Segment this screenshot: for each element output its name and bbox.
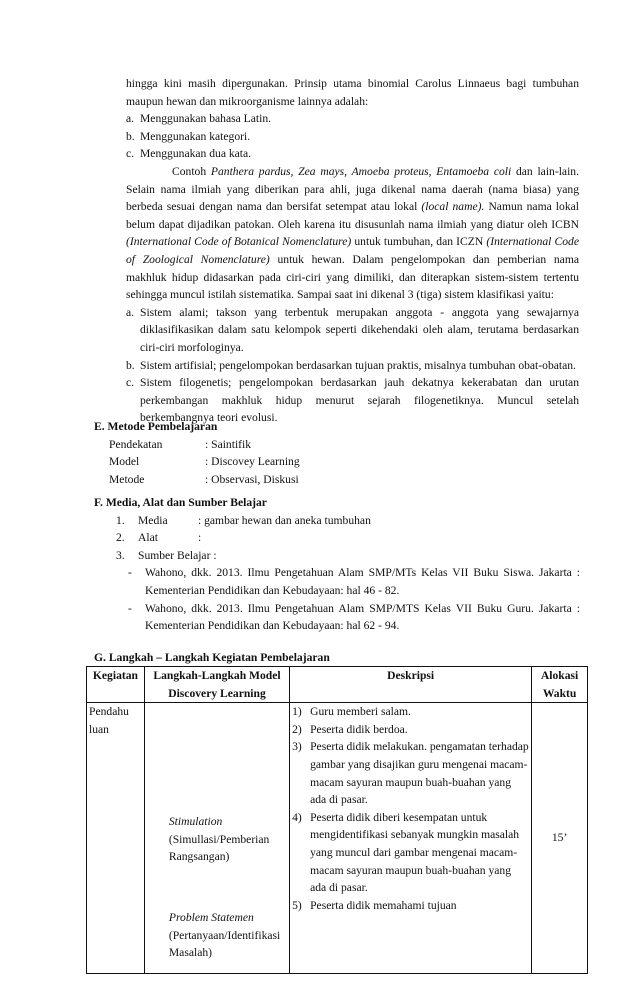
problem-statement-step: Problem Statemen (Pertanyaan/Identifikasi Masalah) [168,911,281,960]
binomial-principles-list [126,110,579,163]
table-row [87,703,588,974]
stimulation-step: Stimulation (Simullasi/Pemberian Rangsangan) [168,815,270,864]
header-deskripsi: Deskripsi [290,667,532,703]
reference-item: - Wahono, dkk. 2013. Ilmu Pengetahuan Alam SMP/MTS Kelas VII Buku Guru. Jakarta : Kementerian Pendidikan dan Kebudayaan: hal 62 - 94. [128,601,580,633]
header-kegiatan: Kegiatan [87,667,145,703]
list-item: 3) Peserta didik melakukan. pengamatan terhadap gambar yang disajikan guru mengenai macam-macam sayuran maupun buah-buahan yang ada di pasar. [292,740,529,807]
list-item: 2) Peserta didik berdoa. [292,722,408,736]
list-item: 2. Alat : [116,531,202,545]
list-item: c. Menggunakan dua kata. [126,147,252,161]
section-metode [94,418,594,488]
references-list [128,564,580,634]
list-item: b. Sistem artifisial; pengelompokan berdasarkan tujuan praktis, misalnya tumbuhan obat-obatan. [126,358,576,372]
kv-row: Pendekatan : Saintifik [109,437,252,451]
list-item: 5) Peserta didik memahami tujuan [292,898,457,912]
section-title: G. Langkah – Langkah Kegiatan Pembelajaran [94,651,330,664]
cell-kegiatan: Pendahu luan [87,703,145,974]
section-title: E. Metode Pembelajaran [94,420,218,433]
examples-paragraph: Contoh Panthera pardus, Zea mays, Amoeba proteus, Entamoeba coli dan lain-lain. Selain nama ilmiah yang diberikan para ahli, juga dikenal nama daerah (nama biasa) yang berbeda sesuai dengan nama dan bersifat setempat atau lokal (local name). Namun nama lokal belum dapat dijadikan patokan. Oleh karena itu disusunlah nama ilmiah yang diatur oleh ICBN (International Code of Botanical Nomenclature) untuk tumbuhan, dan ICZN (International Code of Zoological Nomenclature) untuk hewan. Dalam pengelompokan dan pemberian nama makhluk hidup didasarkan pada ciri-ciri yang dimiliki, dan diterapkan sistem-sistem tertentu sehingga muncul istilah sistematika. Sampai saat ini dikenal 3 (tiga) sistem klasifikasi yaitu: [126,164,580,302]
list-item: c. Sistem filogenetis; pengelompokan berdasarkan jauh dekatnya kekerabatan dan urutan perkembangan makhluk hidup menurut sejarah filogenetiknya. Muncul setelah berkembangnya teori evolusi. [126,376,579,425]
section-media [94,494,594,635]
header-langkah: Langkah-Langkah Model Discovery Learning [144,667,289,703]
classification-systems-list [126,304,579,427]
list-item: 4) Peserta didik diberi kesempatan untuk mengidentifikasi sebanyak mungkin masalah yang muncul dari gambar mengenai macam-macam sayuran maupun buah-buahan yang ada di pasar. [292,810,520,895]
reference-item: - Wahono, dkk. 2013. Ilmu Pengetahuan Alam SMP/MTs Kelas VII Buku Siswa. Jakarta : Kementerian Pendidikan dan Kebudayaan: hal 46 - 82. [128,566,580,597]
kv-row: Model : Discovey Learning [109,455,300,469]
list-item: 3. Sumber Belajar : [116,548,217,562]
list-item: a. Sistem alami; takson yang terbentuk merupakan anggota - anggota yang sewajarnya diklasifikasikan dalam satu kelompok seperti dikehendaki oleh alam, terutama berdasarkan ciri-ciri morfologinya. [126,305,579,354]
header-alokasi: Alokasi Waktu [532,667,588,703]
kv-row: Metode : Observasi, Diskusi [109,472,299,486]
classification-text [126,75,579,427]
table-header-row [87,667,588,703]
list-item: 1) Guru memberi salam. [292,705,411,719]
intro-line: hingga kini masih dipergunakan. Prinsip utama binomial Carolus Linnaeus bagi tumbuhan maupun hewan dan mikroorganisme lainnya adalah: [126,77,579,108]
section-title: F. Media, Alat dan Sumber Belajar [94,496,267,509]
activities-table [86,666,588,974]
steps-list [292,703,529,914]
list-item: 1. Media : gambar hewan dan aneka tumbuhan [116,513,371,527]
list-item: b. Menggunakan kategori. [126,129,251,143]
list-item: a. Menggunakan bahasa Latin. [126,112,272,126]
cell-alokasi: 15’ [532,703,588,974]
cell-langkah [144,703,289,974]
cell-deskripsi [290,703,532,974]
